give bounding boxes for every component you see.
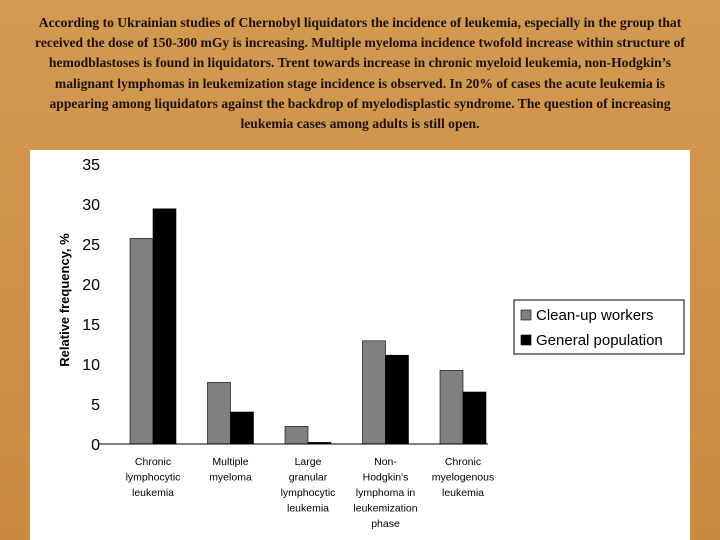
x-tick-label: leukemization (353, 502, 418, 515)
x-tick-label: Multiple (212, 456, 249, 468)
x-tick-label: Hodgkin's (362, 471, 409, 484)
x-tick-label: Chronic (134, 456, 172, 468)
bars (130, 209, 486, 444)
y-tick-label: 20 (82, 277, 100, 294)
chart-panel (30, 150, 690, 540)
x-tick-label: myelogenous (431, 471, 495, 484)
y-tick-label: 10 (82, 357, 100, 374)
x-tick-label: lymphocytic (280, 487, 336, 499)
bar (463, 392, 486, 444)
x-tick-label: Large (294, 456, 322, 468)
x-tick-label: phase (371, 518, 400, 530)
bar-chart (30, 150, 690, 540)
x-tick-label: leukemia (441, 487, 485, 499)
bar (208, 382, 231, 444)
y-tick-label: 15 (82, 317, 100, 334)
x-tick-label: Chronic (444, 456, 482, 468)
slide-text: According to Ukrainian studies of Chernobyl liquidators the incidence of leukemia, especially in the group that received the dose of 150-300 mGy is increasing. Multiple myeloma incidence twofold increase within structure of hemodblastoses is found in liquidators. Trent towards increase in chronic myeloid leukemia, non-Hodgkin’s malignant lymphomas in leukemization stage incidence is observed. In 20% of cases the acute leukemia is appearing among liquidators against the backdrop of myelodisplastic syndrome. The question of increasing leukemia cases among adults is still open. (35, 15, 685, 132)
y-tick-label: 30 (82, 197, 100, 214)
legend-label: General population (536, 332, 663, 349)
x-axis-labels (126, 456, 495, 530)
x-tick-label: myeloma (209, 471, 252, 484)
x-tick-label: granular (288, 471, 328, 484)
y-axis-label: Relative frequency, % (57, 233, 72, 367)
y-axis-ticks (82, 157, 100, 454)
legend-swatch (521, 310, 531, 320)
bar (285, 426, 308, 444)
x-tick-label: leukemia (131, 487, 175, 499)
x-tick-label: leukemia (286, 502, 330, 515)
x-tick-label: lymphocytic (125, 471, 181, 484)
bar (363, 341, 386, 444)
y-tick-label: 35 (82, 157, 100, 174)
legend-swatch (521, 335, 531, 345)
legend (514, 300, 684, 354)
bar (130, 238, 153, 444)
x-tick-label: Non- (374, 456, 397, 468)
x-tick-label: lymphoma in (355, 487, 416, 499)
legend-label: Clean-up workers (536, 307, 654, 324)
bar (386, 355, 409, 444)
bar (231, 412, 254, 444)
y-tick-label: 0 (91, 437, 100, 454)
bar (440, 370, 463, 444)
y-tick-label: 25 (82, 237, 100, 254)
bar (153, 209, 176, 444)
y-tick-label: 5 (91, 397, 100, 414)
